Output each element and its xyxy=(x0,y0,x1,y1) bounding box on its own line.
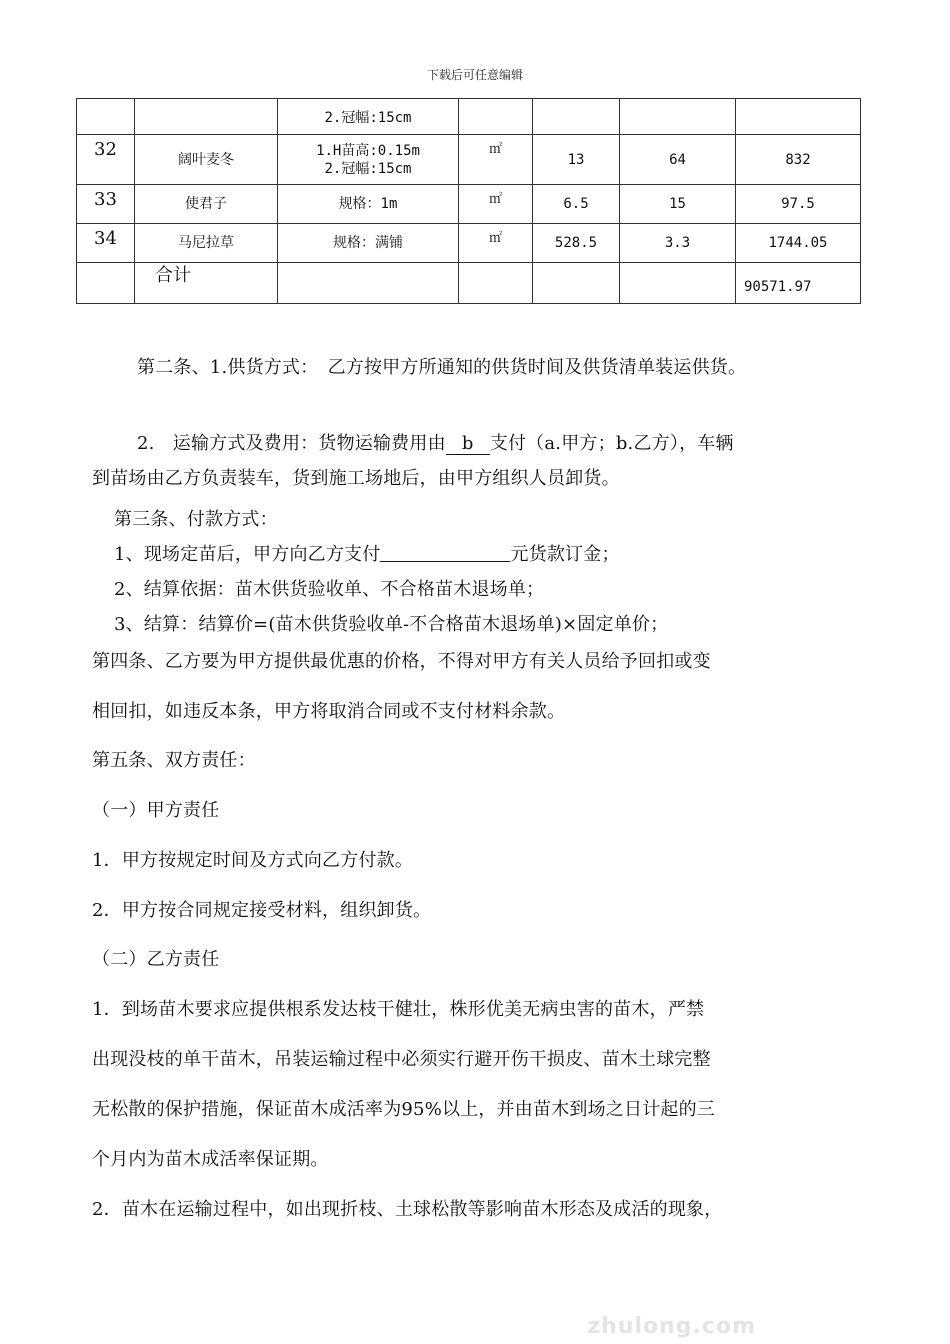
spec-line: 2.冠幅:15cm xyxy=(324,110,412,126)
quantity: 6.5 xyxy=(533,185,620,224)
article-3-item-2: 2、结算依据：苗木供货验收单、不合格苗木退场单； xyxy=(114,579,545,600)
grand-total: 90571.97 xyxy=(736,263,861,304)
deposit-blank xyxy=(380,541,510,562)
quantity: 13 xyxy=(533,135,620,185)
party-b-item-1-line-1: 1．到场苗木要求应提供根系发达枝干健壮，株形优美无病虫害的苗木，严禁 xyxy=(92,999,705,1020)
unit-price: 15 xyxy=(620,185,736,224)
party-b-title: （二）乙方责任 xyxy=(92,949,220,970)
article-3-item-3: 3、结算：结算价=(苗木供货验收单-不合格苗木退场单)×固定单价； xyxy=(114,614,669,635)
unit-price: 64 xyxy=(620,135,736,185)
total-row xyxy=(77,263,861,304)
plant-name xyxy=(135,99,278,135)
quantity: 528.5 xyxy=(533,224,620,263)
deposit-text: 1、现场定苗后，甲方向乙方支付 xyxy=(114,544,381,565)
row-number: 33 xyxy=(77,185,135,224)
row-number: 32 xyxy=(77,135,135,185)
party-b-item-1-line-2: 出现没枝的单干苗木，吊装运输过程中必须实行避开伤干损皮、苗木土球完整 xyxy=(92,1049,711,1070)
plant-spec xyxy=(278,135,459,185)
article-2-transport-cont: 到苗场由乙方负责装车，货到施工场地后，由甲方组织人员卸货。 xyxy=(92,468,620,489)
party-b-item-1-line-3: 无松散的保护措施，保证苗木成活率为95%以上，并由苗木到场之日计起的三 xyxy=(92,1099,716,1120)
total-label: 合计 xyxy=(135,263,278,304)
article-3-title: 第三条、付款方式： xyxy=(114,509,278,530)
plant-name: 使君子 xyxy=(135,185,278,224)
row-number xyxy=(77,99,135,135)
unit xyxy=(459,99,533,135)
unit: ㎡ xyxy=(459,185,533,224)
table-row xyxy=(77,99,861,135)
header-note: 下载后可任意编辑 xyxy=(426,68,523,82)
row-number: 34 xyxy=(77,224,135,263)
transport-text-cont: 支付（a.甲方；b.乙方），车辆 xyxy=(489,433,734,454)
quantity xyxy=(533,99,620,135)
article-2-supply-method: 第二条、1.供货方式： 乙方按甲方所通知的供货时间及供货清单装运供货。 xyxy=(137,357,747,378)
plant-spec xyxy=(278,185,459,224)
unit-price xyxy=(620,99,736,135)
party-b-item-1-line-4: 个月内为苗木成活率保证期。 xyxy=(92,1149,329,1170)
transport-text: 2. 运输方式及费用：货物运输费用由 xyxy=(137,433,446,454)
spec-line: 规格：1m xyxy=(338,196,398,212)
plant-name: 马尼拉草 xyxy=(135,224,278,263)
table-row xyxy=(77,135,861,185)
article-4-line-1: 第四条、乙方要为甲方提供最优惠的价格，不得对甲方有关人员给予回扣或变 xyxy=(92,651,711,672)
plant-name: 阔叶麦冬 xyxy=(135,135,278,185)
article-3-item-1 xyxy=(114,540,620,566)
unit: ㎡ xyxy=(459,135,533,185)
deposit-text-cont: 元货款订金； xyxy=(510,544,620,565)
line-total xyxy=(736,99,861,135)
party-a-title: （一）甲方责任 xyxy=(92,800,220,821)
article-5-title: 第五条、双方责任： xyxy=(92,750,256,771)
plant-spec xyxy=(278,224,459,263)
party-a-item-2: 2．甲方按合同规定接受材料，组织卸货。 xyxy=(92,900,432,921)
unit: ㎡ xyxy=(459,224,533,263)
party-a-item-1: 1．甲方按规定时间及方式向乙方付款。 xyxy=(92,850,414,871)
spec-line: 2.冠幅:15cm xyxy=(324,160,412,177)
unit-price: 3.3 xyxy=(620,224,736,263)
spec-line: 1.H苗高:0.15m xyxy=(316,142,420,159)
table-row xyxy=(77,185,861,224)
line-total: 832 xyxy=(736,135,861,185)
article-4-line-2: 相回扣，如违反本条，甲方将取消合同或不支付材料余款。 xyxy=(92,701,566,722)
watermark: zhulong.com xyxy=(587,1314,756,1339)
table-row xyxy=(77,224,861,263)
payer-blank: b xyxy=(446,433,490,455)
article-2-transport xyxy=(137,429,734,455)
price-table xyxy=(76,98,861,304)
plant-spec xyxy=(278,99,459,135)
line-total: 1744.05 xyxy=(736,224,861,263)
party-b-item-2: 2．苗木在运输过程中，如出现折枝、土球松散等影响苗木形态及成活的现象， xyxy=(92,1199,723,1220)
spec-line: 规格：满铺 xyxy=(333,235,403,251)
line-total: 97.5 xyxy=(736,185,861,224)
